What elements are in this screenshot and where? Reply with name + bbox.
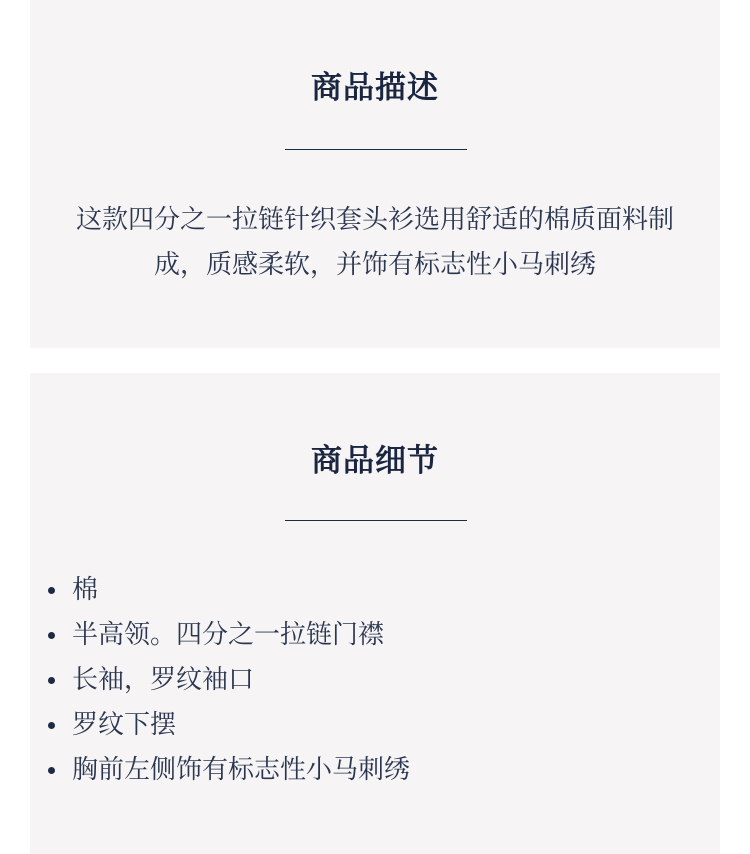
list-item — [72, 568, 410, 613]
list-item-text: 胸前左侧饰有标志性小马刺绣 — [72, 755, 411, 785]
list-item — [72, 748, 410, 793]
list-item-text: 棉 — [72, 575, 99, 605]
bullet-icon — [48, 632, 55, 639]
product-description-card — [30, 0, 720, 348]
bullet-icon — [48, 587, 55, 594]
bullet-icon — [48, 677, 55, 684]
bullet-icon — [48, 767, 55, 774]
list-item — [72, 658, 410, 703]
bullet-icon — [48, 722, 55, 729]
list-item-text: 半高领。四分之一拉链门襟 — [72, 620, 385, 650]
list-item-text: 罗纹下摆 — [72, 710, 177, 740]
product-description-text: 这款四分之一拉链针织套头衫选用舒适的棉质面料制成，质感柔软，并饰有标志性小马刺绣 — [75, 205, 674, 280]
list-item-text: 长袖，罗纹袖口 — [72, 665, 255, 695]
product-details-title: 商品细节 — [311, 443, 439, 479]
list-item — [72, 703, 410, 748]
product-description-title: 商品描述 — [311, 70, 439, 106]
product-details-card — [30, 373, 720, 854]
title-divider — [285, 520, 467, 521]
list-item — [72, 613, 410, 658]
product-details-list — [72, 568, 410, 793]
title-divider — [285, 149, 467, 150]
